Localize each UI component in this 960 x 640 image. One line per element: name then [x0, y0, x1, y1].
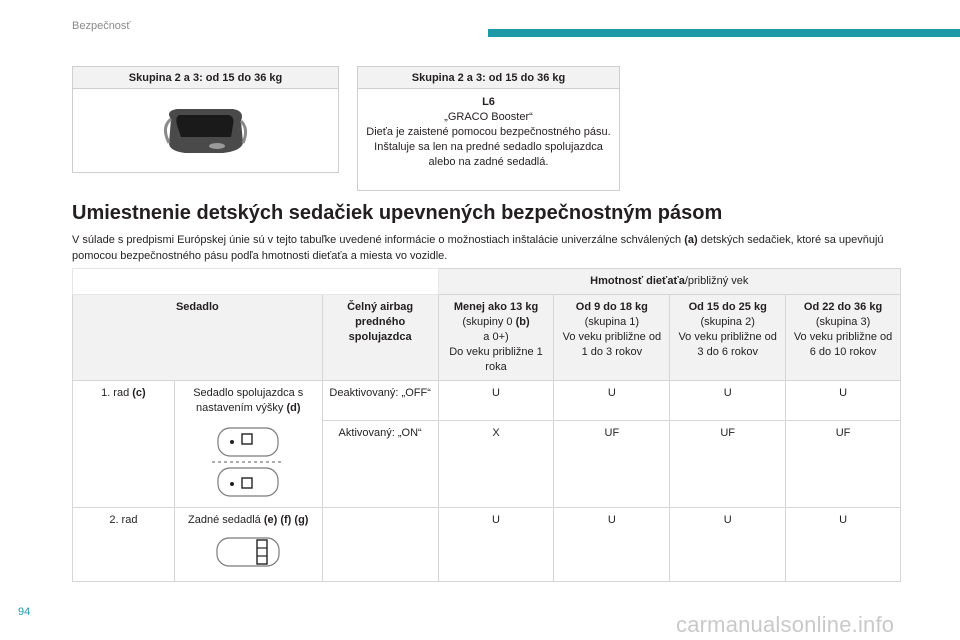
- row1-on-g2: UF: [670, 420, 786, 507]
- row1-off-g2: U: [670, 381, 786, 421]
- row2-g2: U: [670, 508, 786, 582]
- booster-seat-image: [73, 89, 338, 169]
- row1-off-g0: U: [438, 381, 554, 421]
- airbag-on-cell: Aktivovaný: „ON“: [322, 420, 438, 507]
- rear-seats-car-icon: [213, 534, 283, 570]
- row2-g1: U: [554, 508, 670, 582]
- row1-on-g3: UF: [786, 420, 901, 507]
- row2-g3: U: [786, 508, 901, 582]
- airbag-off-cell: Deaktivovaný: „OFF“: [322, 381, 438, 421]
- weight-header: Hmotnosť dieťaťa/približný vek: [438, 269, 900, 295]
- group-0-header: Menej ako 13 kg (skupiny 0 (b) a 0+) Do veku približne 1 roka: [438, 295, 554, 381]
- booster-desc-2: Inštaluje sa len na predné sedadlo spolujazdca alebo na zadné sedadlá.: [374, 141, 603, 168]
- row2-airbag-empty: [322, 508, 438, 582]
- booster-code: L6: [482, 96, 495, 108]
- row2-seat: Zadné sedadlá (e) (f) (g): [174, 508, 322, 582]
- table-corner: [73, 269, 439, 295]
- booster-info-box: [357, 66, 620, 191]
- row1-off-g3: U: [786, 381, 901, 421]
- front-seat-car-icon: [208, 422, 288, 502]
- booster-image-box-title: Skupina 2 a 3: od 15 do 36 kg: [73, 67, 338, 89]
- booster-name: „GRACO Booster“: [444, 111, 533, 123]
- group-3-header: Od 22 do 36 kg (skupina 3) Vo veku približne od 6 do 10 rokov: [786, 295, 901, 381]
- group-1-header: Od 9 do 18 kg (skupina 1) Vo veku približne od 1 do 3 rokov: [554, 295, 670, 381]
- table-row: [73, 508, 901, 582]
- section-title: Umiestnenie detských sedačiek upevnených bezpečnostným pásom: [72, 202, 723, 224]
- airbag-column-header: Čelný airbag predného spolujazdca: [322, 295, 438, 381]
- row1-seat: Sedadlo spolujazdca s nastavením výšky (d): [174, 381, 322, 508]
- booster-info-box-title: Skupina 2 a 3: od 15 do 36 kg: [358, 67, 619, 89]
- child-seat-table: [72, 268, 901, 582]
- seat-column-header: Sedadlo: [73, 295, 323, 381]
- row1-off-g1: U: [554, 381, 670, 421]
- group-2-header: Od 15 do 25 kg (skupina 2) Vo veku približne od 3 do 6 rokov: [670, 295, 786, 381]
- row1-on-g1: UF: [554, 420, 670, 507]
- section-intro: V súlade s predpismi Európskej únie sú v tejto tabuľke uvedené informácie o možnostiach inštalácie univerzálne schválených (a) detských sedačiek, ktoré sa upevňujú pomocou bezpečnostného pásu podľa hmotnosti dieťaťa a miesta vo vozidle.: [72, 234, 884, 262]
- watermark: carmanualsonline.info: [676, 612, 895, 637]
- header-section-title: Bezpečnosť: [72, 20, 131, 32]
- booster-image-box: [72, 66, 339, 173]
- header-accent-bar: [488, 29, 960, 37]
- row2-label: 2. rad: [73, 508, 175, 582]
- row1-label: 1. rad (c): [73, 381, 175, 508]
- booster-desc-1: Dieťa je zaistené pomocou bezpečnostného pásu.: [366, 126, 611, 138]
- row2-g0: U: [438, 508, 554, 582]
- table-row: [73, 381, 901, 421]
- page-number: 94: [18, 606, 31, 618]
- row1-on-g0: X: [438, 420, 554, 507]
